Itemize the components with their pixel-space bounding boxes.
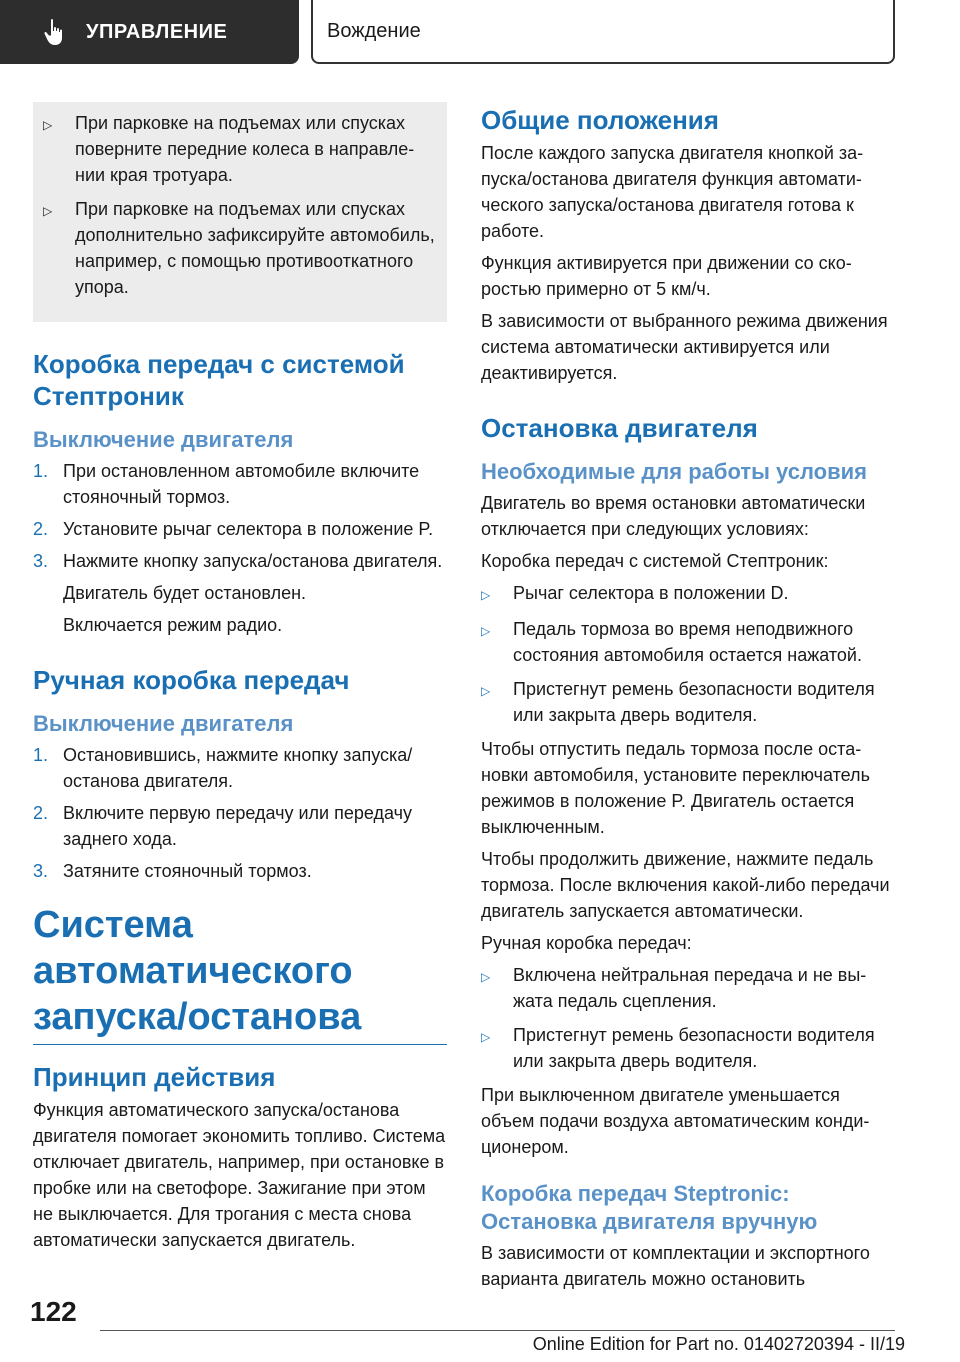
step-result-text: Двигатель будет остановлен. [63,583,307,603]
section-tab [0,0,299,64]
parking-note-box [33,102,447,322]
hand-pointer-icon [42,18,68,46]
principle-text: Функция автоматического запуска/останова двигателя помогает экономить топливо. Система отключает двигатель, например, при остановке в пробке или на светофоре. Зажигание при этом не выключается. Для трогания с места снова автоматически запускается двигатель. [33,1100,446,1250]
paragraph: Функция активируется при движении со скоростью примерно от 5 км/ч. [481,253,852,299]
triangle-bullet-icon: ▷ [481,624,491,638]
manual-stop-heading: Коробка передач Steptronic: Остановка двигателя вручную [481,1181,818,1234]
steptronic-engine-off-heading: Выключение двигателя [33,427,294,452]
paragraph: Чтобы отпустить педаль тормоза после остановки автомобиля, установите переключатель режимов в положение P. Двигатель остается выключенным. [481,739,870,837]
principle-heading: Принцип действия [33,1062,276,1092]
chapter-label: Вождение [327,19,421,42]
paragraph: В зависимости от выбранного режима движения система автоматически активируется или деактивируется. [481,311,888,383]
list-item: 1. Остановившись, нажмите кнопку запуска/останова двигателя. [33,745,413,791]
auto-start-stop-heading: Система автоматического запуска/останова [33,902,447,1045]
triangle-bullet-icon: ▷ [481,970,491,984]
paragraph: Двигатель во время остановки автоматически отключается при следующих условиях: [481,493,866,539]
triangle-bullet-icon: ▷ [481,1030,491,1044]
general-heading: Общие положения [481,105,719,135]
list-item: 3. Затяните стояночный тормоз. [33,861,312,881]
manual-label: Ручная коробка передач: [481,933,692,953]
paragraph: После каждого запуска двигателя кнопкой запуска/останова двигателя функция автоматического запуска/останова двигателя готова к работе. [481,143,864,241]
manual-gearbox-heading: Ручная коробка передач [33,665,350,695]
paragraph: В зависимости от комплектации и экспортного варианта двигатель можно остановить [481,1243,870,1289]
list-item: ▷ Пристегнут ремень безопасности водителя или закрыта дверь водителя. [481,676,895,728]
triangle-bullet-icon: ▷ [481,684,491,698]
list-item: ▷ При парковке на подъемах или спусках поверните передние колеса в направлении края тротуара. [43,110,437,188]
list-item: ▷ Пристегнут ремень безопасности водителя или закрыта дверь водителя. [481,1022,895,1074]
list-item: ▷ Включена нейтральная передача и не выжата педаль сцепления. [481,962,895,1014]
chapter-tab [311,0,895,64]
list-item: ▷ Рычаг селектора в положении D. [481,580,895,608]
list-item: ▷ Педаль тормоза во время неподвижного состояния автомобиля остается нажатой. [481,616,895,668]
triangle-bullet-icon: ▷ [43,118,53,132]
list-item: 2. Установите рычаг селектора в положение P. [33,519,434,539]
list-item: 2. Включите первую передачу или передачу заднего хода. [33,803,412,849]
footer-divider [100,1330,895,1331]
section-label: УПРАВЛЕНИЕ [86,20,228,43]
list-item: 1. При остановленном автомобиле включите стояночный тормоз. [33,461,420,507]
conditions-heading: Необходимые для работы условия [481,459,867,484]
left-column [33,100,447,1259]
list-item: 3. Нажмите кнопку запуска/останова двигателя. [33,551,443,571]
manual-engine-off-heading: Выключение двигателя [33,711,294,736]
step-result-text: Включается режим радио. [63,615,283,635]
paragraph: При выключенном двигателе уменьшается объем подачи воздуха автоматическим кондиционером. [481,1085,870,1157]
right-column [481,100,895,1298]
steptronic-label: Коробка передач с системой Стептроник: [481,551,829,571]
page-header [0,0,960,66]
list-item: ▷ При парковке на подъемах или спусках дополнительно зафиксируйте автомобиль, например, с помощью противооткатного упора. [43,196,437,300]
triangle-bullet-icon: ▷ [481,588,491,602]
paragraph: Чтобы продолжить движение, нажмите педаль тормоза. После включения какой-либо передачи двигатель запускается автоматически. [481,849,890,921]
edition-text: Online Edition for Part no. 01402720394 - II/19 [532,1334,905,1354]
engine-stop-heading: Остановка двигателя [481,413,758,443]
page-number: 122 [30,1296,77,1327]
steptronic-heading: Коробка передач с системой Стептроник [33,349,405,411]
triangle-bullet-icon: ▷ [43,204,53,218]
